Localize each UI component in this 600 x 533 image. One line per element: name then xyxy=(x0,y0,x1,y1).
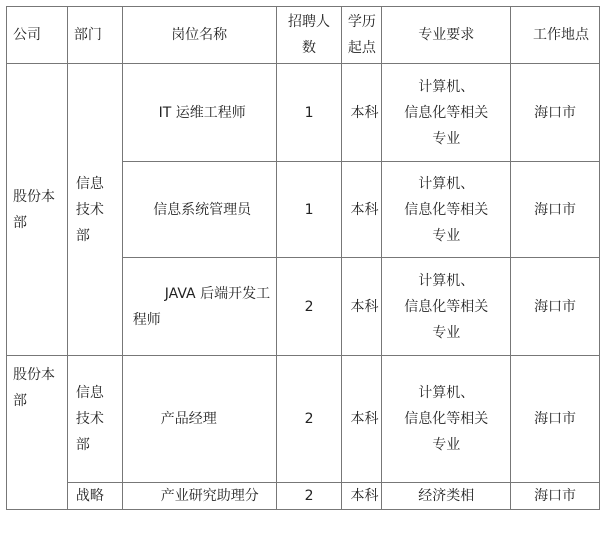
recruitment-table xyxy=(6,6,600,510)
major-line-1: 计算机、 xyxy=(418,272,475,289)
header-education-line-2: 起点 xyxy=(347,40,376,56)
department-line-1: 信息 xyxy=(75,385,104,401)
header-row xyxy=(7,7,600,64)
company-line-1: 股份本 xyxy=(13,188,55,205)
major-cell xyxy=(382,64,511,162)
major-line-3: 专业 xyxy=(432,324,461,341)
header-education-line-1: 学历 xyxy=(347,14,376,30)
major-cell xyxy=(382,162,511,258)
major-line-3: 专业 xyxy=(432,437,461,453)
table-row xyxy=(7,356,600,483)
major-cell xyxy=(382,258,511,356)
header-department: 部门 xyxy=(67,7,122,64)
department-line-2: 技术 xyxy=(75,411,104,427)
header-count xyxy=(276,7,342,64)
major-line-2: 信息化等相关 xyxy=(404,298,489,315)
header-major: 专业要求 xyxy=(382,7,511,64)
location-cell: 海口市 xyxy=(511,356,600,483)
header-position: 岗位名称 xyxy=(122,7,276,64)
major-line-3: 专业 xyxy=(432,130,461,147)
position-cell: 产业研究助理分 xyxy=(122,483,276,510)
count-cell: 2 xyxy=(276,483,342,510)
department-line-3: 部 xyxy=(75,227,90,244)
education-cell: 本科 xyxy=(342,483,382,510)
position-cell: 信息系统管理员 xyxy=(122,162,276,258)
header-company: 公司 xyxy=(7,7,68,64)
position-cell: 产品经理 xyxy=(122,356,276,483)
location-cell: 海口市 xyxy=(511,64,600,162)
department-cell xyxy=(67,64,122,356)
department-line-2: 技术 xyxy=(75,201,104,218)
position-cell: IT 运维工程师 xyxy=(122,64,276,162)
count-cell: 1 xyxy=(276,162,342,258)
major-line-1: 计算机、 xyxy=(418,175,475,192)
education-cell: 本科 xyxy=(342,162,382,258)
major-cell: 经济类相 xyxy=(382,483,511,510)
education-cell: 本科 xyxy=(342,64,382,162)
company-cell xyxy=(7,64,68,356)
count-cell: 1 xyxy=(276,64,342,162)
major-cell xyxy=(382,356,511,483)
position-cell: JAVA 后端开发工程师 xyxy=(122,258,276,356)
department-cell xyxy=(67,356,122,483)
count-cell: 2 xyxy=(276,356,342,483)
department-cell: 战略 xyxy=(67,483,122,510)
major-line-1: 计算机、 xyxy=(418,78,475,95)
education-cell: 本科 xyxy=(342,258,382,356)
header-count-line-2: 数 xyxy=(302,40,317,56)
header-location: 工作地点 xyxy=(511,7,600,64)
major-line-2: 信息化等相关 xyxy=(404,411,489,427)
company-line-1: 股份本 xyxy=(13,367,55,383)
header-count-line-1: 招聘人 xyxy=(288,14,331,30)
location-cell: 海口市 xyxy=(511,258,600,356)
company-line-2: 部 xyxy=(13,393,27,409)
major-line-3: 专业 xyxy=(432,227,461,244)
count-cell: 2 xyxy=(276,258,342,356)
table-row xyxy=(7,64,600,162)
company-cell xyxy=(7,356,68,510)
table-row xyxy=(7,483,600,510)
header-education xyxy=(342,7,382,64)
education-cell: 本科 xyxy=(342,356,382,483)
major-line-2: 信息化等相关 xyxy=(404,104,489,121)
department-line-1: 信息 xyxy=(75,175,104,192)
department-line-3: 部 xyxy=(75,437,90,453)
location-cell: 海口市 xyxy=(511,162,600,258)
major-line-1: 计算机、 xyxy=(418,385,475,401)
major-line-2: 信息化等相关 xyxy=(404,201,489,218)
company-line-2: 部 xyxy=(13,214,27,231)
location-cell: 海口市 xyxy=(511,483,600,510)
